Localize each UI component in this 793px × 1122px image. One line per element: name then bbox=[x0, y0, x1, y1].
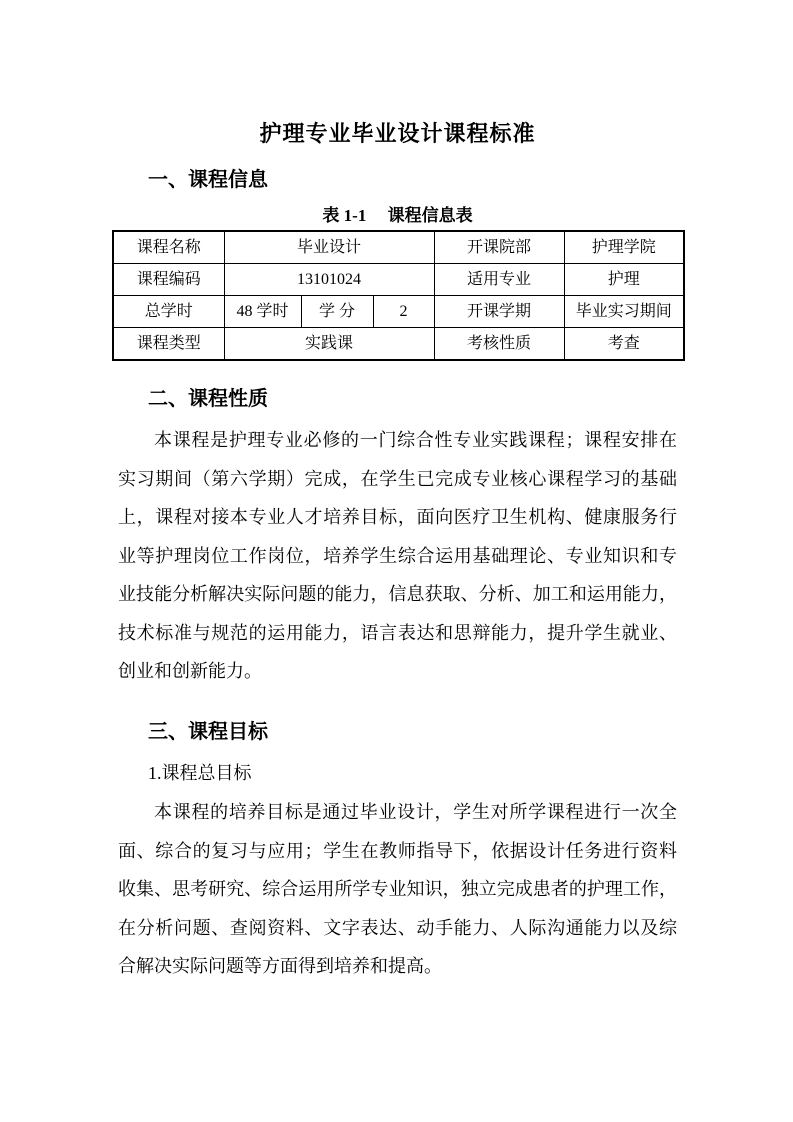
cell-course-type-value: 实践课 bbox=[224, 328, 434, 361]
table-caption: 表 1-1 课程信息表 bbox=[322, 206, 473, 225]
paragraph-line: 面、综合的复习与应用；学生在教师指导下，依据设计任务进行资料 bbox=[118, 840, 677, 861]
course-info-table bbox=[112, 230, 685, 361]
paragraph-line: 业技能分析解决实际问题的能力，信息获取、分析、加工和运用能力， bbox=[118, 584, 677, 604]
cell-course-type-label: 课程类型 bbox=[113, 328, 224, 361]
paragraph-line: 业等护理岗位工作岗位，培养学生综合运用基础理论、专业知识和专 bbox=[118, 545, 677, 566]
cell-course-code-value: 13101024 bbox=[224, 264, 434, 296]
cell-department-value: 护理学院 bbox=[564, 231, 684, 264]
paragraph-line: 合解决实际问题等方面得到培养和提高。 bbox=[118, 956, 442, 976]
cell-course-code-label: 课程编码 bbox=[113, 264, 224, 296]
paragraph-line: 本课程的培养目标是通过毕业设计，学生对所学课程进行一次全 bbox=[154, 802, 677, 822]
cell-major-label: 适用专业 bbox=[434, 264, 564, 296]
cell-semester-label: 开课学期 bbox=[434, 296, 564, 328]
paragraph-line: 创业和创新能力。 bbox=[118, 661, 262, 681]
heading-course-objectives: 三、课程目标 bbox=[148, 720, 268, 743]
paragraph-line: 技术标准与规范的运用能力，语言表达和思辩能力，提升学生就业、 bbox=[118, 622, 677, 643]
heading-course-info: 一、课程信息 bbox=[148, 169, 268, 191]
paragraph-line: 上，课程对接本专业人才培养目标，面向医疗卫生机构、健康服务行 bbox=[118, 507, 677, 527]
document-title: 护理专业毕业设计课程标准 bbox=[259, 121, 536, 146]
paragraph-line: 实习期间（第六学期）完成，在学生已完成专业核心课程学习的基础 bbox=[118, 468, 677, 489]
paragraph-line: 本课程是护理专业必修的一门综合性专业实践课程；课程安排在 bbox=[154, 430, 677, 450]
paragraph-line: 在分析问题、查阅资料、文字表达、动手能力、人际沟通能力以及综 bbox=[118, 917, 677, 938]
cell-assessment-label: 考核性质 bbox=[434, 328, 564, 361]
table-row bbox=[113, 231, 684, 264]
paragraph-course-nature bbox=[118, 421, 677, 691]
cell-total-hours-value: 48 学时 bbox=[224, 296, 301, 328]
table-row bbox=[113, 328, 684, 361]
table-row bbox=[113, 264, 684, 296]
cell-credits-value: 2 bbox=[373, 296, 434, 328]
cell-semester-value: 毕业实习期间 bbox=[564, 296, 684, 328]
cell-major-value: 护理 bbox=[564, 264, 684, 296]
subheading-overall-objective: 1.课程总目标 bbox=[148, 762, 252, 783]
cell-course-name-value: 毕业设计 bbox=[224, 231, 434, 264]
cell-course-name-label: 课程名称 bbox=[113, 231, 224, 264]
table-row bbox=[113, 296, 684, 328]
cell-total-hours-label: 总学时 bbox=[113, 296, 224, 328]
paragraph-line: 收集、思考研究、综合运用所学专业知识，独立完成患者的护理工作， bbox=[118, 879, 677, 899]
cell-assessment-value: 考查 bbox=[564, 328, 684, 361]
paragraph-overall-objective bbox=[118, 793, 677, 986]
heading-course-nature: 二、课程性质 bbox=[148, 388, 268, 410]
cell-department-label: 开课院部 bbox=[434, 231, 564, 264]
cell-credits-label: 学 分 bbox=[301, 296, 373, 328]
